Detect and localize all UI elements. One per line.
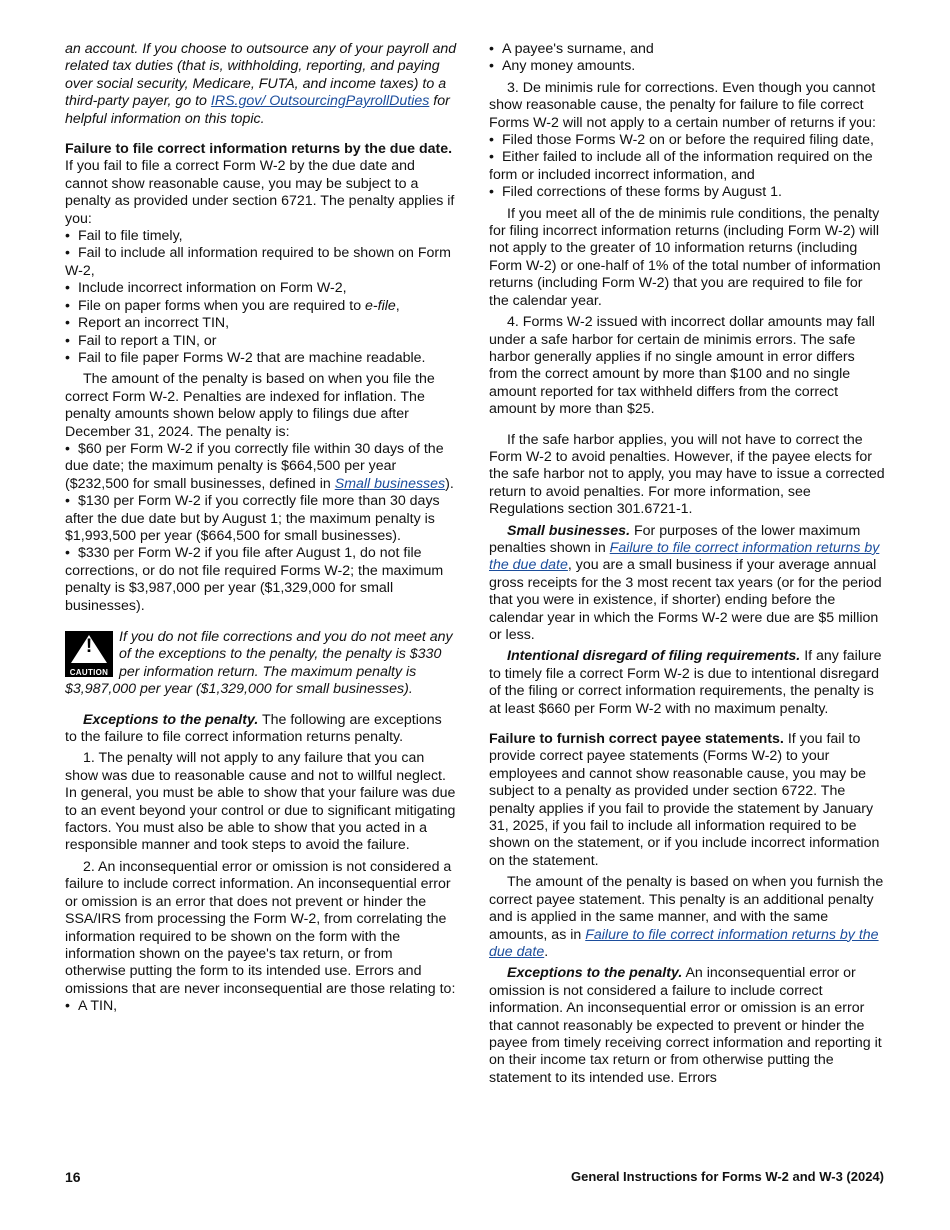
list-item	[65, 245, 457, 280]
exception-2: 2. An inconsequential error or omission is not considered a failure to include correct information. An inconsequential error or omission is an error that does not prevent or hinder the SSA/IRS from processing the Form W-2, from correlating the information required to be shown on the form with the information shown on the payee's tax return, or from otherwise putting the form to its intended use. Errors and omissions that are never inconsequential are those relating to:	[65, 858, 456, 997]
penalty-item-text: $60 per Form W-2 if you correctly file within 30 days of the due date; the maximum penalty is $664,500 per year ($232,500 for small businesses, defined in	[65, 440, 444, 492]
small-businesses-link[interactable]: Small businesses	[334, 475, 446, 492]
small-businesses-text-b: , you are a small business if your average annual gross receipts for the 3 most recent tax years (or for the period that you were in existence, if shorter) ending before the calendar year in which the Forms W-2 were due are $5 million or less.	[489, 557, 882, 643]
furnish-amount-text: The amount of the penalty is based on when you furnish the correct payee statement. This penalty is an additional penalty and is applied in the same manner, and with the same amounts, as in	[489, 874, 884, 943]
de-minimis-conditions-paragraph: If you meet all of the de minimis rule conditions, the penalty for filing incorrect information returns (including Form W-2) will not apply to the greater of 10 information returns (including Form W-2) or one-half of 1% of the total number of information returns (including Form W-2) that you are required to file for the calendar year.	[489, 205, 881, 309]
small-businesses-text: For purposes of the lower maximum penalties shown in	[489, 522, 861, 556]
list-item	[489, 41, 885, 58]
list-item	[65, 350, 457, 367]
de-minimis-paragraph: 3. De minimis rule for corrections. Even though you cannot show reasonable cause, the penalty for failure to file correct Forms W-2 will not apply to a certain number of returns if you:	[489, 79, 876, 131]
fail-to-file-text: If you fail to file a correct Form W-2 by the due date and cannot show reasonable cause, you may be subject to a penalty as provided under section 6721. The penalty applies if you:	[65, 158, 455, 227]
intro-paragraph	[65, 41, 457, 128]
small-businesses-heading: Small businesses.	[507, 522, 631, 539]
penalty-item-end: ).	[445, 475, 454, 492]
list-item	[65, 315, 457, 332]
list-item-text: Any money amounts.	[501, 58, 636, 75]
fail-to-file-heading: Failure to file correct information returns by the due date.	[65, 141, 453, 158]
failure-to-furnish-text: If you fail to provide correct payee statements (Forms W-2) to your employees and cannot show reasonable cause, you may be subject to a penalty as provided under section 6722. The penalty applies if you fail to provide the statement by January 31, 2025, if you fail to include all information required to be shown on the statement, or if you include incorrect information on the statement.	[489, 731, 880, 869]
failure-to-file-link[interactable]: Failure to file correct information returns by the due date	[489, 539, 880, 574]
efile-word: e-file	[365, 297, 396, 314]
penalty-item	[65, 441, 457, 493]
list-item	[489, 132, 885, 149]
left-column	[65, 41, 457, 1016]
penalty-item	[65, 493, 457, 545]
list-item-text: Fail to include all information required to be shown on Form W-2,	[65, 245, 451, 279]
caution-box	[65, 629, 457, 699]
list-item-text: Fail to file timely,	[77, 228, 183, 245]
payee-exceptions-heading: Exceptions to the penalty.	[507, 965, 683, 982]
list-item	[65, 228, 457, 245]
failure-to-furnish-paragraph	[489, 731, 885, 870]
intro-tail: for helpful information on this topic.	[65, 93, 450, 127]
list-item-text: Fail to report a TIN, or	[77, 332, 217, 349]
caution-text: If you do not file corrections and you do not meet any of the exceptions to the penalty, the penalty is $330 per information return. The maximum penalty is $3,987,000 per year ($1,329,000 for small businesses).	[65, 629, 453, 698]
penalty-item-text: $330 per Form W-2 if you file after August 1, do not file corrections, or do not file required Forms W-2; the maximum penalty is $3,987,000 per year ($1,329,000 for small businesses).	[65, 545, 444, 614]
list-item-text: Report an incorrect TIN,	[77, 315, 230, 332]
failure-to-furnish-heading: Failure to furnish correct payee statements.	[489, 731, 784, 748]
list-item	[65, 998, 457, 1015]
list-item-text: Include incorrect information on Form W-2,	[77, 280, 347, 297]
efile-end: ,	[395, 297, 400, 314]
list-item-text: A TIN,	[77, 998, 118, 1015]
exceptions-text: The following are exceptions to the failure to file correct information returns penalty.	[65, 711, 442, 746]
irs-outsourcing-link[interactable]: IRS.gov/ OutsourcingPayrollDuties	[210, 93, 430, 110]
failure-to-file-link[interactable]: Failure to file correct information returns by the due date	[489, 926, 879, 960]
payee-exceptions-paragraph	[489, 965, 885, 1087]
footer-title: General Instructions for Forms W-2 and W-3 (2024)	[571, 1169, 884, 1184]
caution-label: CAUTION	[69, 668, 109, 677]
list-item	[489, 58, 885, 75]
safe-harbor-paragraph: If the safe harbor applies, you will not have to correct the Form W-2 to avoid penalties. However, if the payee elects for the safe harbor not to apply, you may have to issue a corrected return to avoid penalties. For more information, see Regulations section 301.6721-1.	[489, 431, 885, 518]
list-item-text: File on paper forms when you are required to	[77, 297, 366, 314]
list-item-text: Fail to file paper Forms W-2 that are machine readable.	[77, 349, 426, 366]
intro-text: an account. If you choose to outsource any of your payroll and related tax duties (that is, withholding, reporting, and paying over social security, Medicare, FUTA, and income taxes) to a third-party payer, go to	[65, 41, 457, 110]
list-item-text: Either failed to include all of the information required on the form or included incorrect information, and	[489, 149, 873, 183]
penalty-amount-paragraph: The amount of the penalty is based on when you file the correct Form W-2. Penalties are indexed for inflation. The penalty amounts shown below apply to filings due after December 31, 2024. The penalty is:	[65, 371, 435, 440]
exceptions-heading: Exceptions to the penalty.	[83, 711, 259, 728]
list-item-text: A payee's surname, and	[501, 41, 654, 57]
list-item	[65, 333, 457, 350]
furnish-amount-end: .	[544, 943, 549, 960]
small-businesses-paragraph	[489, 523, 885, 645]
caution-icon: ! CAUTION	[65, 631, 113, 677]
right-column	[489, 41, 885, 1087]
exceptions-paragraph	[65, 712, 457, 747]
intentional-disregard-heading: Intentional disregard of filing requirements.	[507, 648, 801, 665]
list-item	[489, 149, 885, 184]
penalty-item-text: $130 per Form W-2 if you correctly file more than 30 days after the due date but by August 1; the maximum penalty is $1,993,500 per year ($664,500 for small businesses).	[65, 493, 440, 544]
list-item-text: Filed those Forms W-2 on or before the required filing date,	[501, 132, 874, 149]
list-item	[65, 280, 457, 297]
penalty-item	[65, 545, 457, 615]
payee-exceptions-text: An inconsequential error or omission is not considered a failure to include correct information. An inconsequential error or omission is an error that cannot reasonably be expected to prevent or hinder the payee from timely receiving correct information and reporting it on their income tax return or from otherwise putting the statement to its intended use. Errors	[489, 965, 882, 1086]
fail-to-file-paragraph	[65, 141, 457, 228]
intentional-disregard-text: If any failure to timely file a correct Form W-2 is due to intentional disregard of the filing or correct information requirements, the penalty is at least $660 per Form W-2 with no maximum penalty.	[489, 648, 882, 717]
list-item	[489, 184, 885, 201]
item-4-paragraph: 4. Forms W-2 issued with incorrect dollar amounts may fall under a safe harbor for certain de minimis errors. The safe harbor generally applies if no single amount in error differs from the correct amount by more than $100 and no single amount reported for tax withheld differs from the correct amount by more than $25.	[489, 314, 875, 418]
intentional-disregard-paragraph	[489, 648, 885, 718]
list-item	[65, 298, 457, 315]
furnish-amount-paragraph	[489, 874, 885, 961]
exception-1: 1. The penalty will not apply to any failure that you can show was due to reasonable cause and not to willful neglect. In general, you must be able to show that your failure was due to an event beyond your control or due to significant mitigating factors. You must also be able to show that you acted in a responsible manner and took steps to avoid the failure.	[65, 750, 456, 854]
page-number: 16	[65, 1169, 81, 1185]
list-item-text: Filed corrections of these forms by August 1.	[501, 184, 782, 201]
